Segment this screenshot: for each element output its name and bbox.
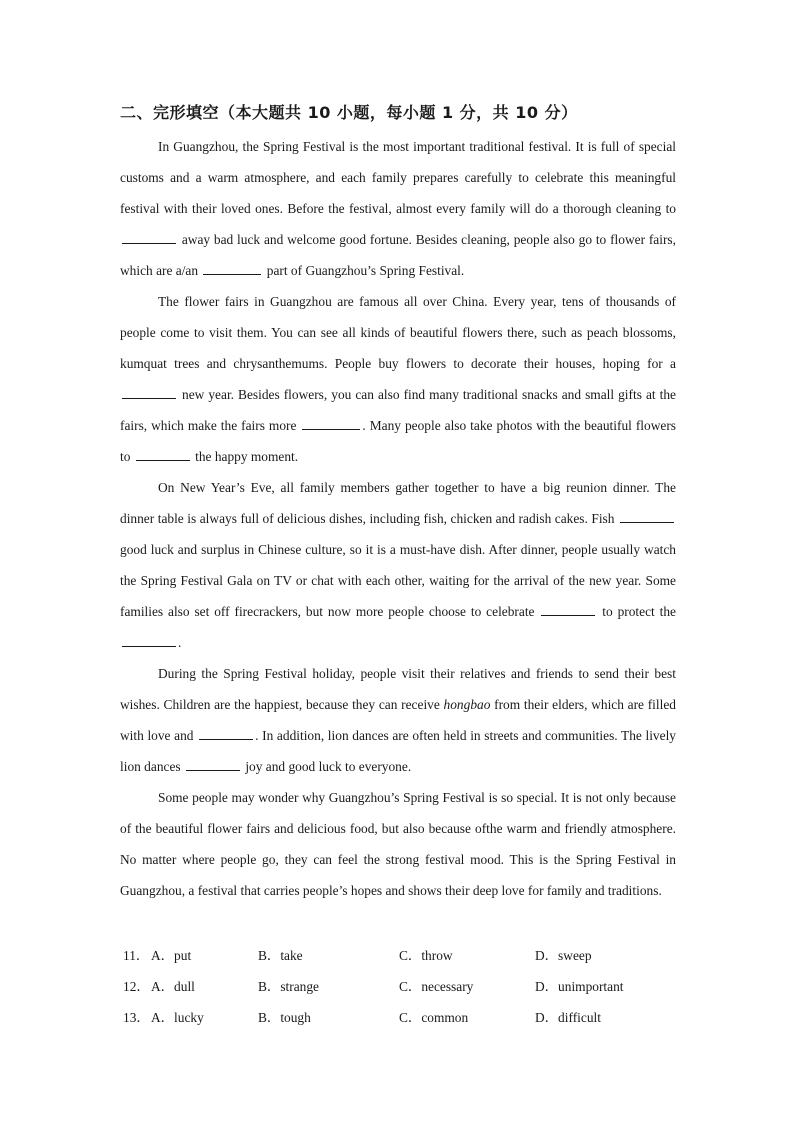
- option-c[interactable]: C．necessary: [399, 979, 474, 994]
- answer-options: [120, 940, 680, 1033]
- cloze-passage: [120, 131, 676, 906]
- paragraph-text: Some people may wonder why Guangzhou’s Spring Festival is so special. It is not only because of the beautiful flower fairs and delicious food, but also because ofthe warm and friendly atmosphere. No matter where people go, they can feel the strong festival mood. This is the Spring Festival in Guangzhou, a festival that carries people’s hopes and shows their deep love for family and traditions.: [120, 790, 676, 898]
- blank-12[interactable]: [203, 261, 261, 275]
- question-number: 12．: [123, 979, 150, 994]
- hongbao-word: hongbao: [443, 697, 491, 712]
- paragraph-4: [120, 658, 676, 782]
- paragraph-5: [120, 782, 676, 906]
- paragraph-text: to protect the: [597, 604, 676, 619]
- paragraph-text: . Many people also take photos with the beautiful flowers to: [120, 418, 676, 464]
- paragraph-text: part of Guangzhou’s Spring Festival.: [263, 263, 465, 278]
- question-row-12: [120, 971, 680, 1002]
- option-c[interactable]: C．common: [399, 1010, 469, 1025]
- question-number: 11．: [123, 948, 150, 963]
- option-d[interactable]: D．unimportant: [535, 979, 624, 994]
- section-heading: 二、完形填空（本大题共 10 小题，每小题 1 分，共 10 分）: [120, 103, 578, 122]
- paragraph-text: . In addition, lion dances are often held in streets and communities. The lively lion dances: [120, 728, 676, 774]
- paragraph-text: joy and good luck to everyone.: [241, 759, 412, 774]
- paragraph-2: [120, 286, 676, 472]
- option-a[interactable]: A．lucky: [151, 1010, 204, 1025]
- question-number: 13．: [123, 1010, 150, 1025]
- blank-11[interactable]: [122, 230, 176, 244]
- option-b[interactable]: B．take: [258, 948, 303, 963]
- option-a[interactable]: A．dull: [151, 979, 195, 994]
- paragraph-text: good luck and surplus in Chinese culture, so it is a must-have dish. After dinner, people usually watch the Spring Festival Gala on TV or chat with each other, waiting for the arrival of the new year. Some families also set off firecrackers, but now more people choose to celebrate: [120, 542, 676, 619]
- option-b[interactable]: B．strange: [258, 979, 319, 994]
- paragraph-text: from their elders, which are filled with love and: [120, 697, 676, 743]
- paragraph-text: the happy moment.: [191, 449, 299, 464]
- blank-14[interactable]: [302, 416, 360, 430]
- paragraph-text: In Guangzhou, the Spring Festival is the most important traditional festival. It is full of special customs and a warm atmosphere, and each family prepares carefully to celebrate this meaningful festival with their loved ones. Before the festival, almost every family will do a thorough cleaning to: [120, 139, 676, 216]
- option-d[interactable]: D．sweep: [535, 948, 592, 963]
- blank-15[interactable]: [136, 447, 190, 461]
- option-b[interactable]: B．tough: [258, 1010, 311, 1025]
- paragraph-text: The flower fairs in Guangzhou are famous all over China. Every year, tens of thousands of people come to visit them. You can see all kinds of beautiful flowers there, such as peach blossoms, kumquat trees and chrysanthemums. People buy flowers to decorate their houses, hoping for a: [120, 294, 676, 371]
- blank-20[interactable]: [186, 757, 240, 771]
- paragraph-text: new year. Besides flowers, you can also find many traditional snacks and small gifts at the fairs, which make the fairs more: [120, 387, 676, 433]
- blank-13[interactable]: [122, 385, 176, 399]
- paragraph-text: During the Spring Festival holiday, people visit their relatives and friends to send their best wishes. Children are the happiest, because they can receive: [120, 666, 676, 712]
- blank-18[interactable]: [122, 633, 176, 647]
- paragraph-text: On New Year’s Eve, all family members gather together to have a big reunion dinner. The dinner table is always full of delicious dishes, including fish, chicken and radish cakes. Fish: [120, 480, 676, 526]
- paragraph-3: [120, 472, 676, 658]
- question-row-13: [120, 1002, 680, 1033]
- blank-17[interactable]: [541, 602, 595, 616]
- paragraph-1: [120, 131, 676, 286]
- question-row-11: [120, 940, 680, 971]
- blank-16[interactable]: [620, 509, 674, 523]
- option-c[interactable]: C．throw: [399, 948, 453, 963]
- paragraph-text: .: [178, 635, 182, 650]
- option-a[interactable]: A．put: [151, 948, 192, 963]
- option-d[interactable]: D．difficult: [535, 1010, 601, 1025]
- blank-19[interactable]: [199, 726, 253, 740]
- paragraph-text: away bad luck and welcome good fortune. Besides cleaning, people also go to flower fairs, which are a/an: [120, 232, 676, 278]
